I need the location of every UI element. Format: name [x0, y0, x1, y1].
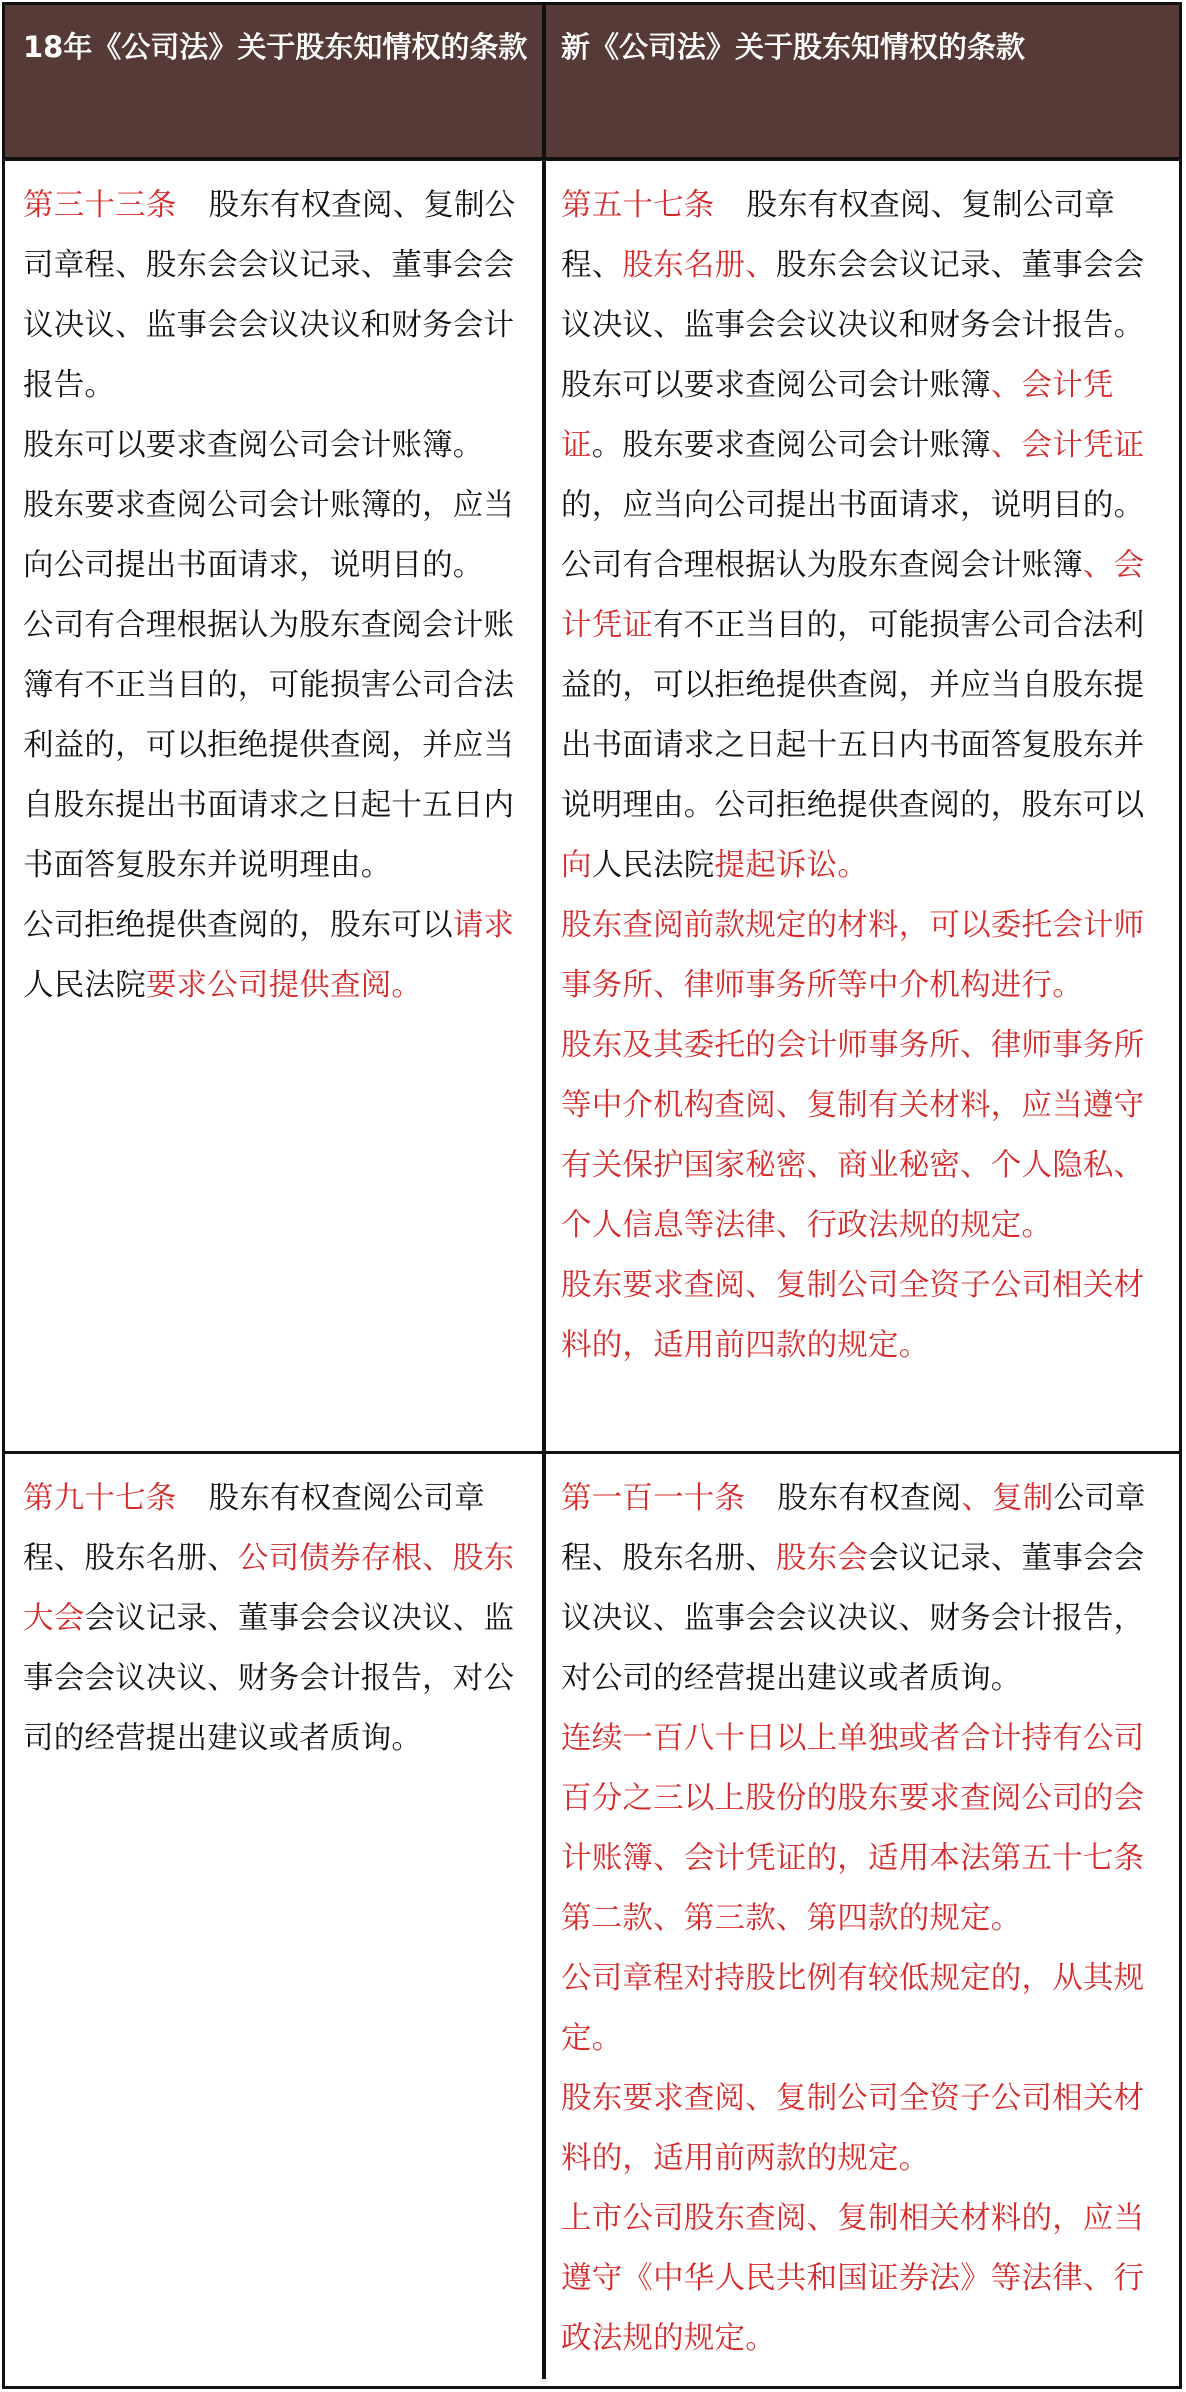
clause-text: 公司章程、股东名册、	[561, 1481, 1146, 1576]
clause-text: 股东可以要求查阅公司会计账簿	[561, 368, 991, 403]
highlighted-text: 股东名册、	[622, 248, 776, 283]
clause-text: 股东要求查阅公司会计账簿的，应当向公司提出书面请求，说明目的。	[23, 488, 515, 583]
highlighted-text: 向	[561, 848, 592, 883]
clause-paragraph	[561, 1016, 1171, 1256]
clause-text: 会议记录、董事会会议决议、监事会会议决议、财务会计报告，对公司的经营提出建议或者质询。	[23, 1601, 515, 1756]
clause-paragraph	[561, 896, 1171, 1016]
highlighted-text: 第五十七条	[561, 188, 715, 223]
clause-text: 人民法院	[591, 848, 715, 883]
clause-paragraph	[23, 1469, 528, 1769]
clause-text: 公司拒绝提供查阅的，股东可以	[23, 908, 453, 943]
highlighted-text: 公司章程对持股比例有较低规定的，从其规定。	[561, 1961, 1145, 2056]
clause-paragraph	[561, 176, 1171, 356]
clause-paragraph	[561, 1469, 1171, 1709]
clause-text: 股东会会议记录、董事会会议决议、监事会会议决议和财务会计报告。	[561, 248, 1145, 343]
old-article-97	[5, 1454, 546, 2379]
table-row	[5, 1454, 1179, 2379]
clause-text: 的，应当向公司提出书面请求，说明目的。公司有合理根据认为股东查阅会计账簿	[561, 488, 1145, 583]
clause-text: 股东有权查阅、复制公司章程、	[561, 188, 1115, 283]
highlighted-text: 要求公司提供查阅。	[145, 968, 423, 1003]
highlighted-text: 提起诉讼。	[714, 848, 869, 883]
highlighted-text: 上市公司股东查阅、复制相关材料的，应当遵守《中华人民共和国证券法》等法律、行政法规的规定。	[561, 2201, 1145, 2356]
highlighted-text: 公司债券存根、股东大会	[23, 1541, 515, 1636]
new-article-110	[546, 1454, 1179, 2379]
clause-paragraph	[23, 896, 528, 1016]
clause-paragraph	[561, 1949, 1171, 2069]
highlighted-text: 第一百一十条	[561, 1481, 746, 1516]
highlighted-text: 第九十七条	[23, 1481, 177, 1516]
header-new-law: 新《公司法》关于股东知情权的条款	[561, 30, 1026, 64]
clause-paragraph	[561, 1256, 1171, 1376]
clause-text: 。股东要求查阅公司会计账簿	[591, 428, 991, 463]
highlighted-text: 股东及其委托的会计师事务所、律师事务所等中介机构查阅、复制有关材料，应当遵守有关保护国家秘密、商业秘密、个人隐私、个人信息等法律、行政法规的规定。	[561, 1028, 1145, 1243]
highlighted-text: 、会计凭证	[990, 428, 1145, 463]
clause-text: 股东可以要求查阅公司会计账簿。	[23, 428, 484, 463]
clause-text: 会议记录、董事会会议决议、监事会会议决议、财务会计报告，对公司的经营提出建议或者质询。	[561, 1541, 1145, 1696]
table-row	[5, 161, 1179, 1454]
old-article-33	[5, 161, 546, 1451]
clause-paragraph	[23, 596, 528, 896]
clause-paragraph	[23, 416, 528, 476]
clause-paragraph	[561, 356, 1171, 896]
clause-text: 人民法院	[23, 968, 146, 1003]
clause-paragraph	[23, 176, 528, 416]
clause-paragraph	[561, 2189, 1171, 2369]
clause-paragraph	[561, 1709, 1171, 1949]
highlighted-text: 、会计凭证	[561, 548, 1145, 643]
clause-text: 股东有权查阅公司章程、股东名册、	[23, 1481, 485, 1576]
clause-paragraph	[23, 476, 528, 596]
header-old-law: 18年《公司法》关于股东知情权的条款	[5, 5, 546, 157]
comparison-table	[2, 2, 1182, 2389]
highlighted-text: 第三十三条	[23, 188, 177, 223]
highlighted-text: 股东查阅前款规定的材料，可以委托会计师事务所、律师事务所等中介机构进行。	[561, 908, 1145, 1003]
highlighted-text: 、复制	[961, 1481, 1054, 1516]
highlighted-text: 请求	[452, 908, 515, 943]
table-header-row	[5, 5, 1179, 161]
clause-text: 股东有权查阅、复制公司章程、股东会会议记录、董事会会议决议、监事会会议决议和财务会计报告。	[23, 188, 516, 403]
highlighted-text: 连续一百八十日以上单独或者合计持有公司百分之三以上股份的股东要求查阅公司的会计账簿、会计凭证的，适用本法第五十七条第二款、第三款、第四款的规定。	[561, 1721, 1145, 1936]
clause-paragraph	[561, 2069, 1171, 2189]
clause-text: 有不正当目的，可能损害公司合法利益的，可以拒绝提供查阅，并应当自股东提出书面请求之日起十五日内书面答复股东并说明理由。公司拒绝提供查阅的，股东可以	[561, 608, 1145, 823]
highlighted-text: 股东要求查阅、复制公司全资子公司相关材料的，适用前四款的规定。	[561, 1268, 1145, 1363]
new-article-57	[546, 161, 1179, 1451]
highlighted-text: 、会计凭证	[561, 368, 1114, 463]
clause-text: 公司有合理根据认为股东查阅会计账簿有不正当目的，可能损害公司合法利益的，可以拒绝提供查阅，并应当自股东提出书面请求之日起十五日内书面答复股东并说明理由。	[23, 608, 515, 883]
clause-text: 股东有权查阅	[777, 1481, 962, 1516]
highlighted-text: 股东要求查阅、复制公司全资子公司相关材料的，适用前两款的规定。	[561, 2081, 1145, 2176]
highlighted-text: 股东会	[775, 1541, 869, 1576]
